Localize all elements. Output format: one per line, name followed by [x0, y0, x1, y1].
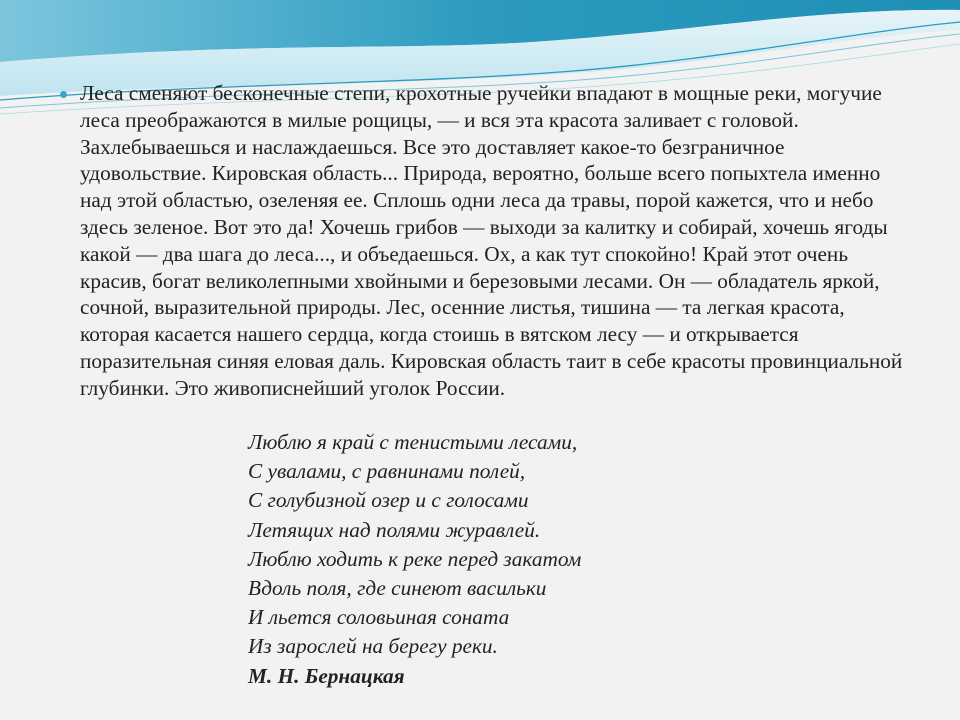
poem-line: Вдоль поля, где синеют васильки — [248, 576, 547, 601]
poem-line: Из зарослей на берегу реки. — [248, 634, 498, 659]
bullet-item — [60, 80, 910, 402]
poem-line: Люблю ходить к реке перед закатом — [248, 546, 582, 571]
bullet-dot-icon — [60, 91, 67, 98]
poem-line: С увалами, с равнинами полей, — [248, 459, 526, 484]
main-content — [60, 80, 910, 402]
poem-line: Летящих над полями журавлей. — [248, 517, 541, 542]
poem — [248, 428, 848, 691]
poem-author: М. Н. Бернацкая — [248, 663, 405, 688]
poem-line: С голубизной озер и с голосами — [248, 488, 529, 513]
main-paragraph: Леса сменяют бесконечные степи, крохотные ручейки впадают в мощные реки, могучие леса преображаются в милые рощицы, — и вся эта красота заливает с головой. Захлебываешься и наслаждаешься. Все это доставляет какое-то безграничное удовольствие. Кировская область... Природа, вероятно, больше всего попыхтела именно над этой областью, озеленяя ее. Сплошь одни леса да травы, порой кажется, что и небо здесь зеленое. Вот это да! Хочешь грибов — выходи за калитку и собирай, хочешь ягоды какой — два шага до леса..., и объедаешься. Ох, а как тут спокойно! Край этот очень красив, богат великолепными хвойными и березовыми лесами. Он — обладатель яркой, сочной, выразительной природы. Лес, осенние листья, тишина — та легкая красота, которая касается нашего сердца, когда стоишь в вятском лесу — и открывается поразительная синяя еловая даль. Кировская область таит в себе красоты провинциальной глубинки. Это живописнейший уголок России. — [80, 81, 903, 400]
poem-line: И льется соловьиная соната — [248, 605, 510, 630]
poem-line: Люблю я край с тенистыми лесами, — [248, 430, 578, 454]
